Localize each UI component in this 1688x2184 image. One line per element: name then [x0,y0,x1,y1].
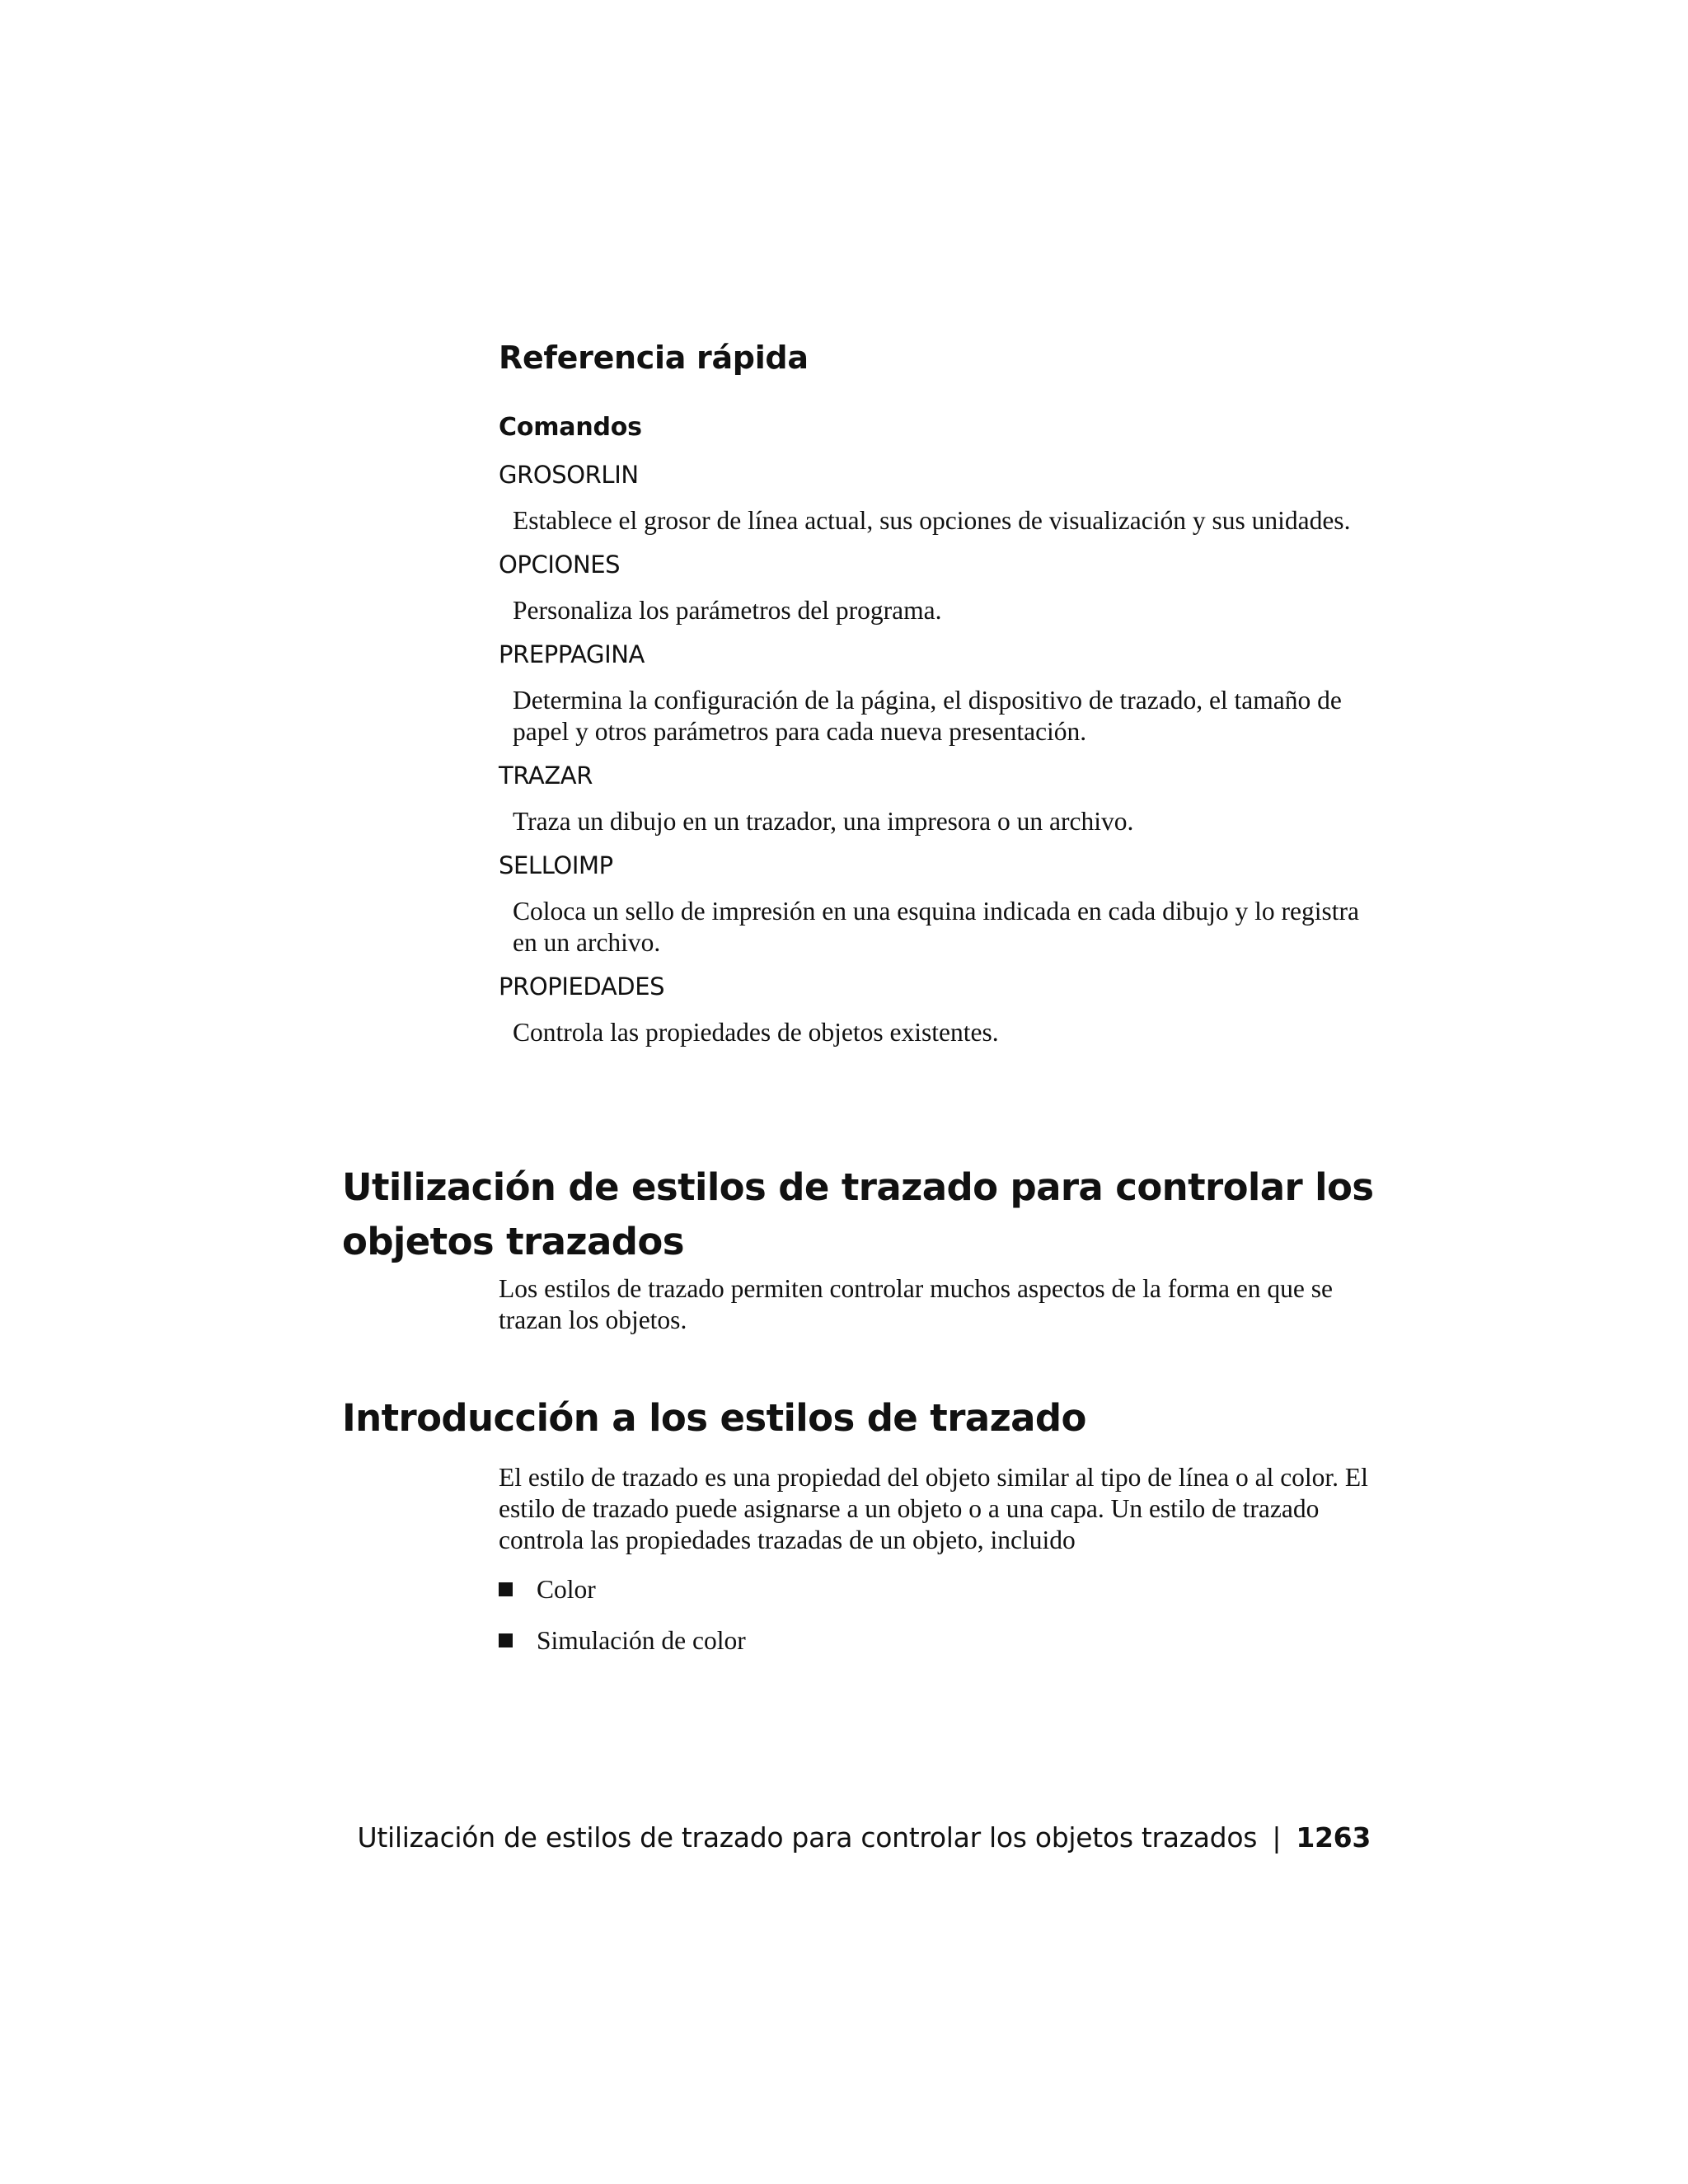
quick-reference-title: Referencia rápida [499,340,809,376]
command-name: SELLOIMP [499,851,613,879]
square-bullet-icon [499,1633,513,1647]
command-name: PREPPAGINA [499,640,645,668]
command-entry [499,459,1372,537]
commands-subtitle: Comandos [499,413,642,442]
command-description: Establece el grosor de línea actual, sus opciones de visualización y sus unidades. [513,506,1351,535]
command-description: Determina la configuración de la página, el dispositivo de trazado, el tamaño de papel y otros parámetros para cada nueva presentación. [513,686,1342,746]
command-name: GROSORLIN [499,461,639,489]
footer-separator: | [1272,1821,1282,1854]
section-paragraph-intro: El estilo de trazado es una propiedad del objeto similar al tipo de línea o al color. El estilo de trazado puede asignarse a un objeto o a una capa. Un estilo de trazado controla las propiedades trazadas de un objeto, incluido [499,1463,1368,1554]
running-title: Utilización de estilos de trazado para controlar los objetos trazados [357,1821,1258,1854]
command-entry [499,639,1372,748]
list-item-text: Simulación de color [537,1626,746,1655]
command-entry [499,971,1372,1048]
command-description: Personaliza los parámetros del programa. [513,596,942,625]
command-name: OPCIONES [499,551,621,579]
command-description: Coloca un sello de impresión en una esquina indicada en cada dibujo y lo registra en un archivo. [513,897,1359,957]
command-description: Traza un dibujo en un trazador, una impresora o un archivo. [513,807,1134,836]
command-name: TRAZAR [499,762,593,790]
command-name: PROPIEDADES [499,972,665,1001]
section-paragraph-plot-styles: Los estilos de trazado permiten controlar muchos aspectos de la forma en que se trazan los objetos. [499,1274,1334,1334]
section-heading-intro: Introducción a los estilos de trazado [342,1396,1086,1440]
command-list [499,459,1372,1061]
section-heading-plot-styles: Utilización de estilos de trazado para controlar los objetos trazados [342,1165,1374,1263]
page-number: 1263 [1296,1821,1371,1854]
page-footer [358,1818,1371,1858]
command-description: Controla las propiedades de objetos existentes. [513,1018,999,1047]
list-item-text: Color [537,1575,596,1604]
command-entry [499,760,1372,837]
command-entry [499,850,1372,958]
command-entry [499,549,1372,626]
square-bullet-icon [499,1582,513,1596]
